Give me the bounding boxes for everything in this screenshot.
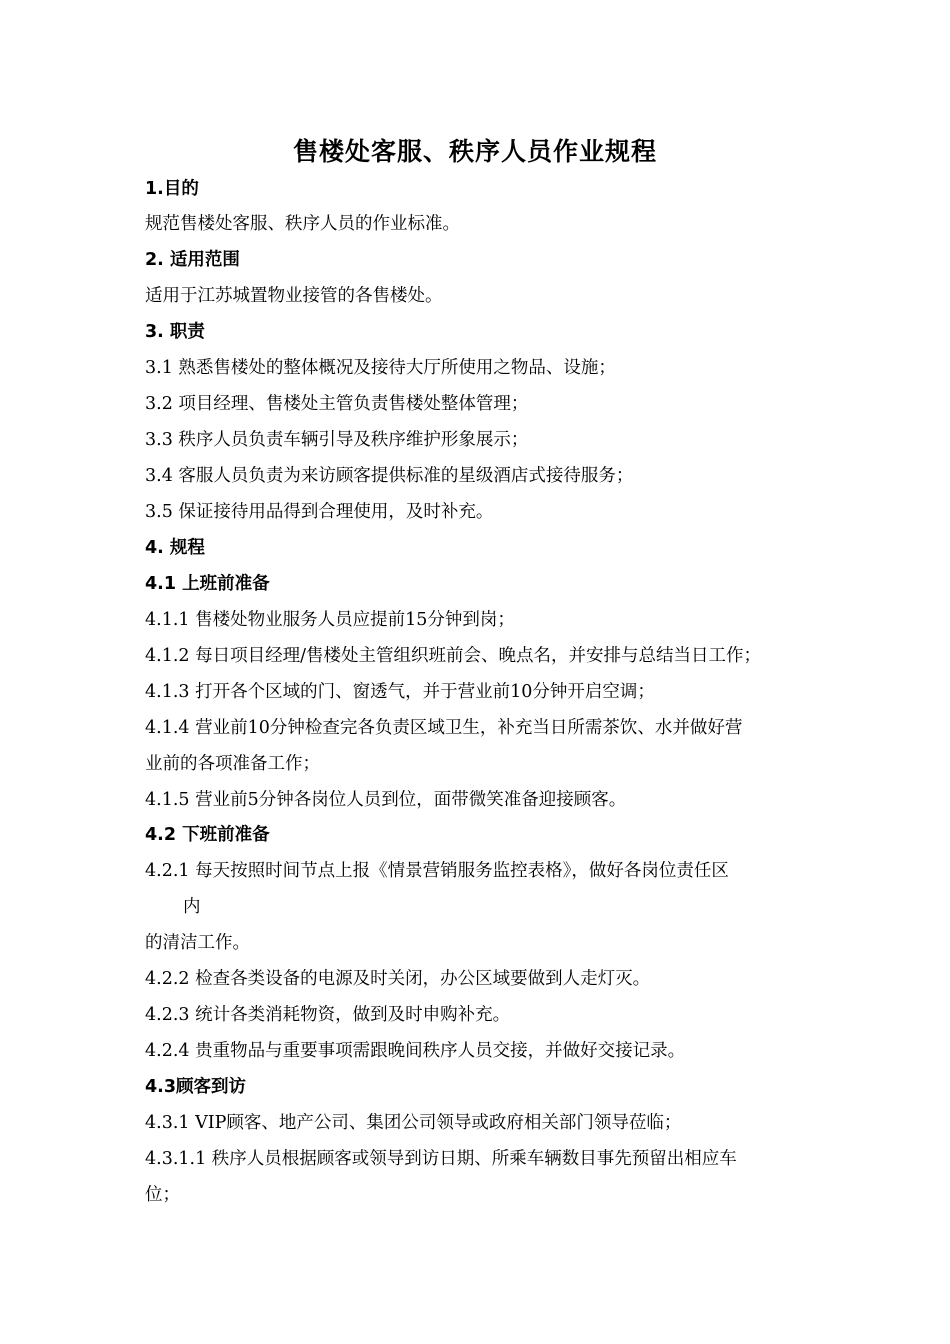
heading-after-work: 4.2 下班前准备	[145, 825, 270, 845]
heading-scope: 2. 适用范围	[145, 250, 240, 270]
paragraph-4-1-5: 4.1.5 营业前5分钟各岗位人员到位，面带微笑准备迎接顾客。	[145, 790, 627, 810]
paragraph-4-3-1-1-cont: 位；	[145, 1185, 180, 1205]
paragraph-4-1-3: 4.1.3 打开各个区域的门、窗透气，并于营业前10分钟开启空调；	[145, 682, 655, 702]
paragraph-4-2-1-end: 的清洁工作。	[145, 933, 250, 953]
heading-customer-visit: 4.3顾客到访	[145, 1077, 247, 1097]
paragraph-4-1-2: 4.1.2 每日项目经理/售楼处主管组织班前会、晚点名，并安排与总结当日工作；	[145, 646, 761, 666]
paragraph-4-2-3: 4.2.3 统计各类消耗物资，做到及时申购补充。	[145, 1005, 511, 1025]
heading-duties: 3. 职责	[145, 322, 205, 342]
paragraph-duty-3-5: 3.5 保证接待用品得到合理使用，及时补充。	[145, 502, 494, 522]
paragraph-4-3-1: 4.3.1 VIP顾客、地产公司、集团公司领导或政府相关部门领导莅临；	[145, 1113, 682, 1133]
heading-procedures: 4. 规程	[145, 538, 205, 558]
paragraph-duty-3-3: 3.3 秩序人员负责车辆引导及秩序维护形象展示；	[145, 430, 529, 450]
heading-purpose: 1.目的	[145, 179, 199, 199]
paragraph-4-2-2: 4.2.2 检查各类设备的电源及时关闭，办公区域要做到人走灯灭。	[145, 969, 651, 989]
paragraph-4-1-1: 4.1.1 售楼处物业服务人员应提前15分钟到岗；	[145, 610, 515, 630]
paragraph-purpose: 规范售楼处客服、秩序人员的作业标准。	[145, 214, 460, 234]
paragraph-4-2-1-cont: 内	[183, 897, 201, 917]
heading-before-work: 4.1 上班前准备	[145, 574, 270, 594]
paragraph-duty-3-4: 3.4 客服人员负责为来访顾客提供标准的星级酒店式接待服务；	[145, 466, 634, 486]
paragraph-duty-3-2: 3.2 项目经理、售楼处主管负责售楼处整体管理；	[145, 394, 529, 414]
paragraph-4-1-4-cont: 业前的各项准备工作；	[145, 754, 320, 774]
paragraph-scope: 适用于江苏城置物业接管的各售楼处。	[145, 286, 443, 306]
paragraph-duty-3-1: 3.1 熟悉售楼处的整体概况及接待大厅所使用之物品、设施；	[145, 358, 616, 378]
paragraph-4-2-1: 4.2.1 每天按照时间节点上报《情景营销服务监控表格》，做好各岗位责任区	[145, 861, 729, 881]
paragraph-4-2-4: 4.2.4 贵重物品与重要事项需跟晚间秩序人员交接，并做好交接记录。	[145, 1041, 686, 1061]
paragraph-4-3-1-1: 4.3.1.1 秩序人员根据顾客或领导到访日期、所乘车辆数目事先预留出相应车	[145, 1149, 737, 1169]
paragraph-4-1-4: 4.1.4 营业前10分钟检查完各负责区域卫生，补充当日所需茶饮、水并做好营	[145, 718, 743, 738]
document-title: 售楼处客服、秩序人员作业规程	[292, 137, 657, 166]
